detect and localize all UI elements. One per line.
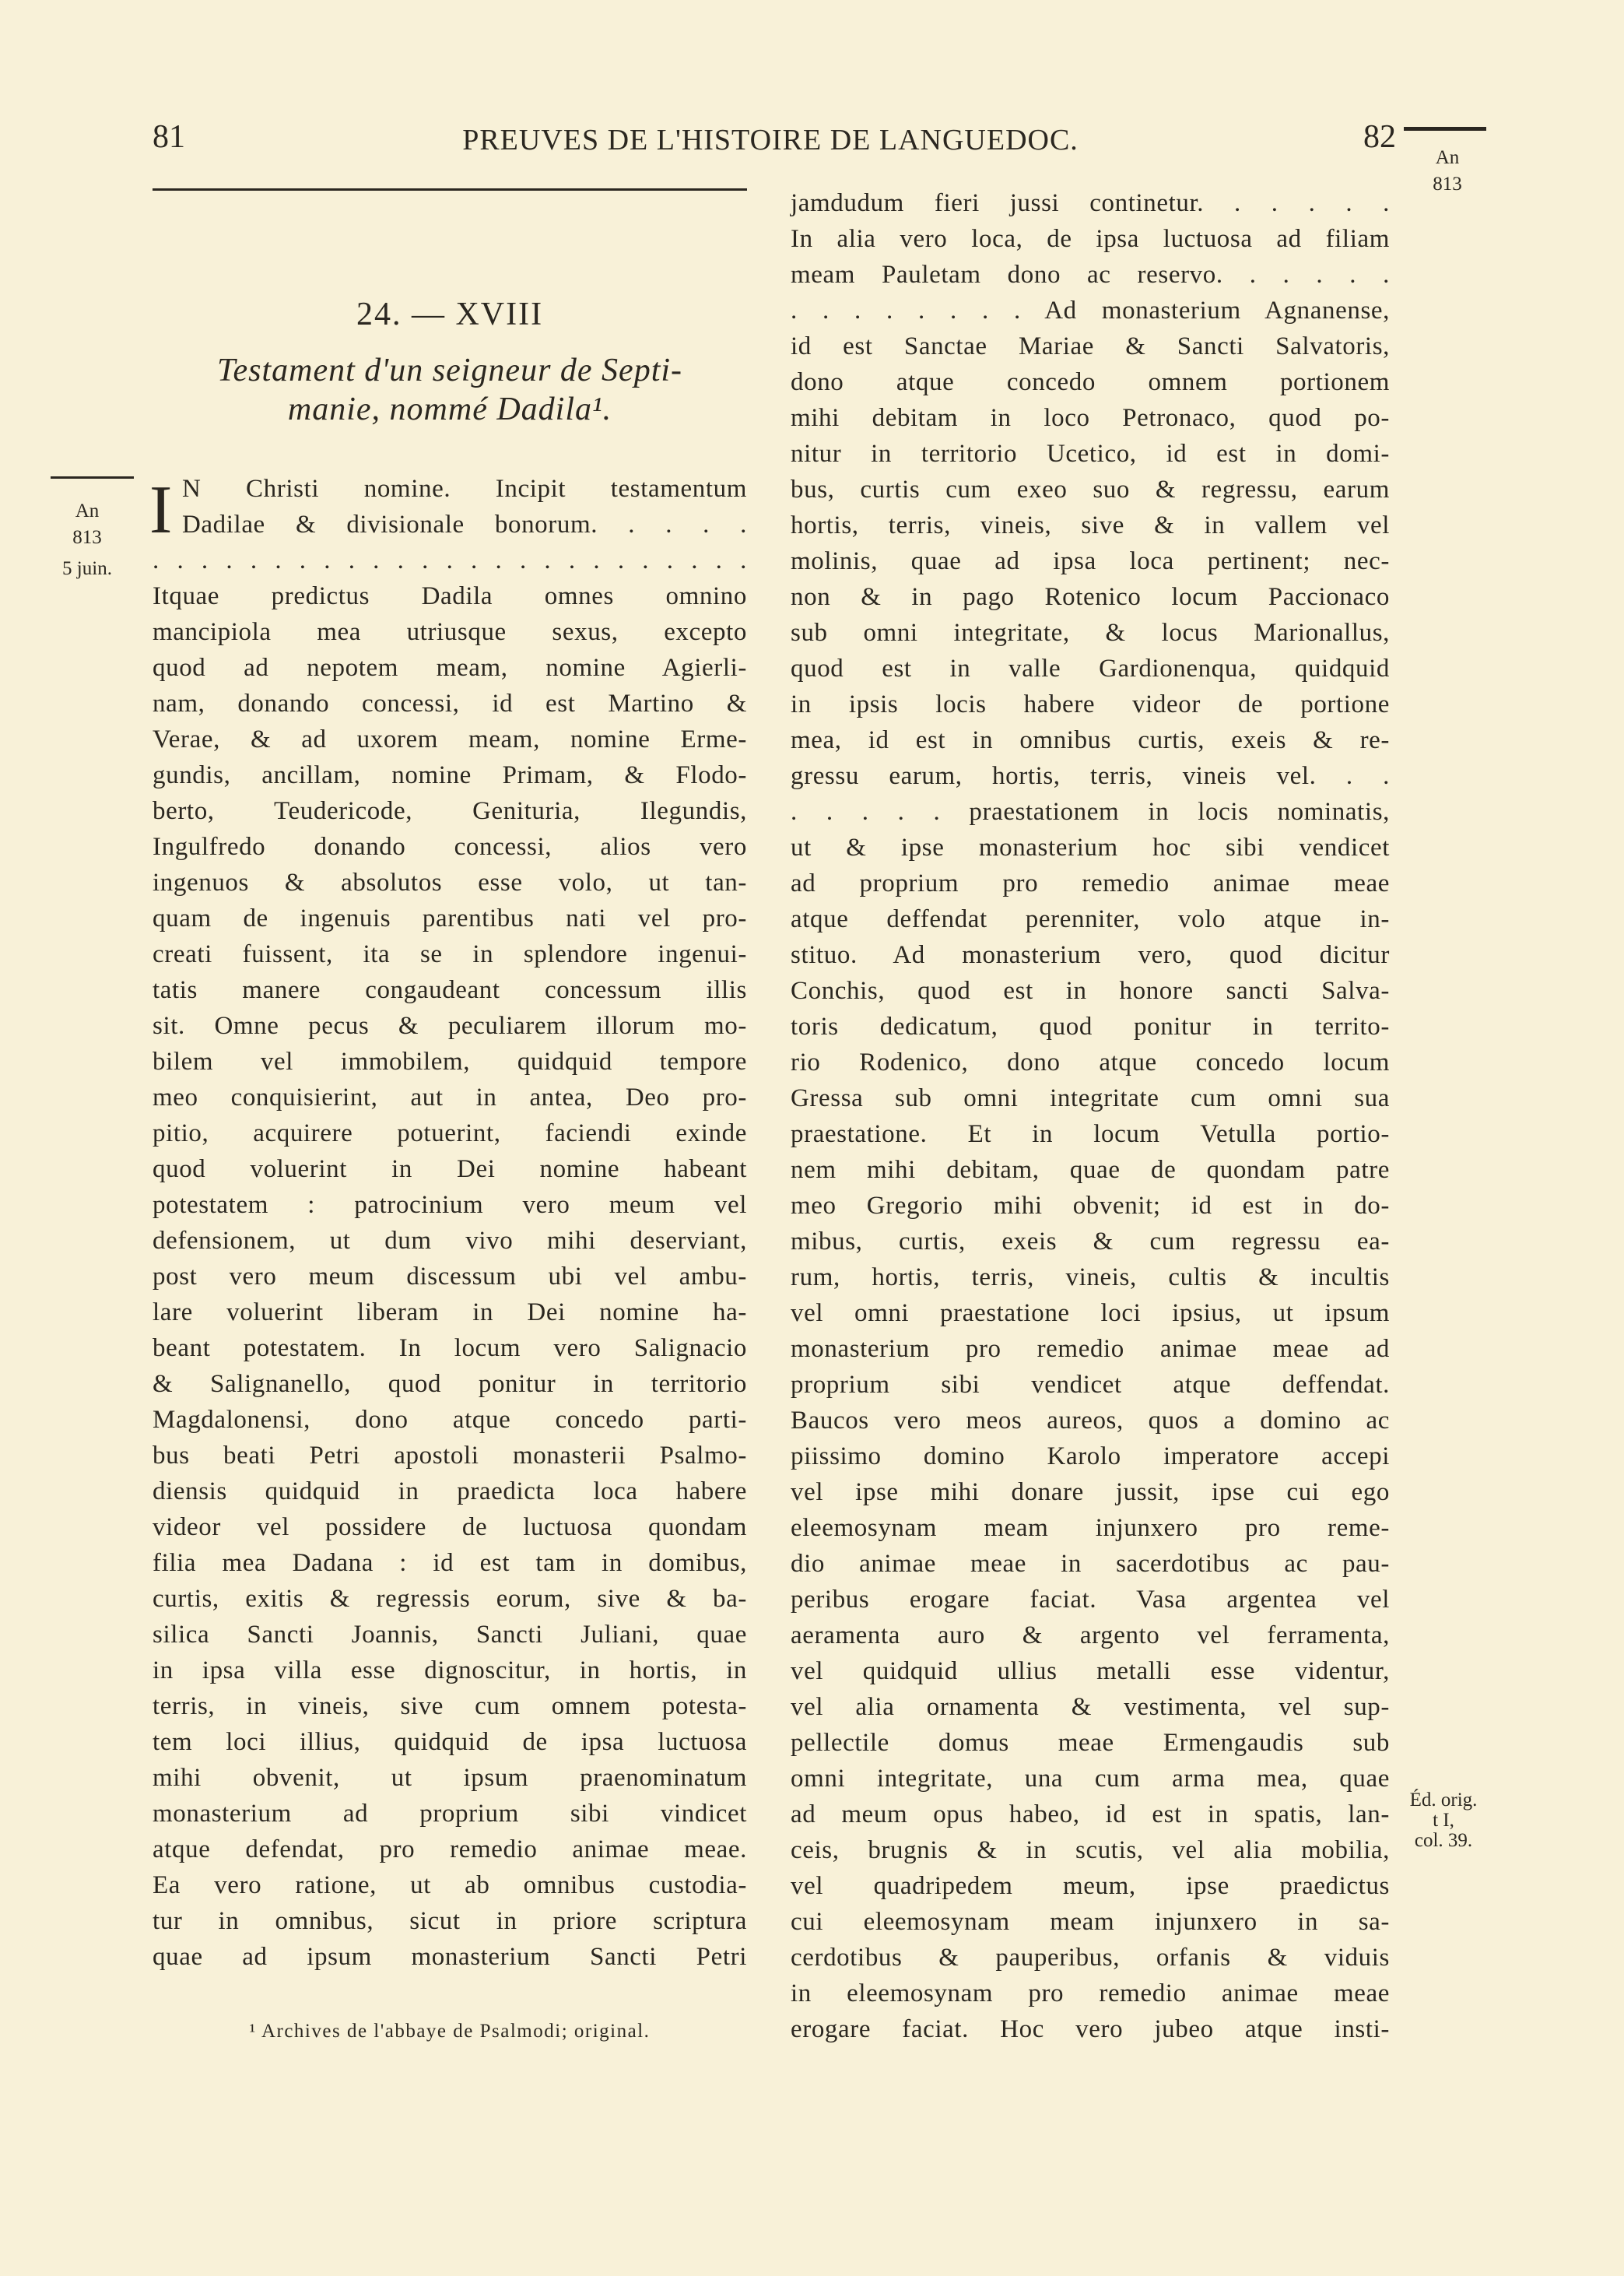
text-line: Ingulfredo donando concessi, alios vero <box>153 833 747 861</box>
running-title: PREUVES DE L'HISTOIRE DE LANGUEDOC. <box>462 124 1079 156</box>
text-line: N Christi nomine. Incipit testamentum <box>182 475 747 503</box>
text-line: gundis, ancillam, nomine Primam, & Flodo- <box>153 761 747 789</box>
margin-edition-note <box>1401 1790 1486 1851</box>
text-line: non & in pago Rotenico locum Paccionaco <box>791 583 1390 611</box>
edition-line-2: t I, <box>1433 1810 1454 1831</box>
text-line: atque defendat, pro remedio animae meae. <box>153 1835 747 1863</box>
text-line: . . . . . . . . . . . . . . . . . . . . . . . . . <box>153 546 747 574</box>
text-line: ad meum opus habeo, id est in spatis, lan- <box>791 1800 1390 1828</box>
margin-year-right <box>1416 145 1478 198</box>
text-line: mancipiola mea utriusque sexus, excepto <box>153 618 747 646</box>
text-line: in ipsa villa esse dignoscitur, in hortis, in <box>153 1656 747 1684</box>
text-line: sub omni integritate, & locus Marionallus, <box>791 619 1390 647</box>
text-line: bus, curtis cum exeo suo & regressu, earum <box>791 476 1390 504</box>
text-line: Verae, & ad uxorem meam, nomine Erme- <box>153 725 747 753</box>
text-line: quae ad ipsum monasterium Sancti Petri <box>153 1943 747 1971</box>
text-line: meo conquisierint, aut in antea, Deo pro- <box>153 1084 747 1112</box>
text-line: omni integritate, una cum arma mea, quae <box>791 1765 1390 1793</box>
header-rule <box>153 188 747 191</box>
text-line: vel quidquid ullius metalli esse videntur, <box>791 1657 1390 1685</box>
text-line: vel alia ornamenta & vestimenta, vel sup- <box>791 1693 1390 1721</box>
text-line: . . . . . . . . Ad monasterium Agnanense, <box>791 297 1390 325</box>
margin-date-left <box>56 498 118 582</box>
text-line: rio Rodenico, dono atque concedo locum <box>791 1048 1390 1077</box>
text-line: quod ad nepotem meam, nomine Agierli- <box>153 654 747 682</box>
text-line: in eleemosynam pro remedio animae meae <box>791 1979 1390 2007</box>
text-line: toris dedicatum, quod ponitur in territo- <box>791 1013 1390 1041</box>
text-line: mihi debitam in loco Petronaco, quod po- <box>791 404 1390 432</box>
text-line: pellectile domus meae Ermengaudis sub <box>791 1729 1390 1757</box>
text-line: beant potestatem. In locum vero Salignacio <box>153 1334 747 1362</box>
text-line: ingenuos & absolutos esse volo, ut tan- <box>153 869 747 897</box>
text-line: lare voluerint liberam in Dei nomine ha- <box>153 1298 747 1326</box>
text-line: dio animae meae in sacerdotibus ac pau- <box>791 1550 1390 1578</box>
text-line: quam de ingenuis parentibus nati vel pro- <box>153 904 747 933</box>
text-line: monasterium ad proprium sibi vindicet <box>153 1800 747 1828</box>
margin-an: An <box>1435 147 1460 168</box>
margin-rule-left <box>51 476 134 479</box>
text-line: Magdalonensi, dono atque concedo parti- <box>153 1406 747 1434</box>
text-line: mea, id est in omnibus curtis, exeis & re- <box>791 726 1390 754</box>
text-line: tem loci illius, quidquid de ipsa luctuosa <box>153 1728 747 1756</box>
text-line: pitio, acquirere potuerint, faciendi exinde <box>153 1119 747 1147</box>
text-line: vel omni praestatione loci ipsius, ut ipsum <box>791 1299 1390 1327</box>
page-number-left: 81 <box>153 119 185 155</box>
text-line: monasterium pro remedio animae meae ad <box>791 1335 1390 1363</box>
text-line: praestatione. Et in locum Vetulla portio- <box>791 1120 1390 1148</box>
left-text-column <box>153 471 747 1975</box>
right-text-column <box>791 185 1390 2047</box>
text-line: jamdudum fieri jussi continetur. . . . . . <box>791 189 1390 217</box>
text-line: tur in omnibus, sicut in priore scriptura <box>153 1907 747 1935</box>
margin-rule-right <box>1404 127 1486 131</box>
text-line: post vero meum discessum ubi vel ambu- <box>153 1263 747 1291</box>
text-line: sit. Omne pecus & peculiarem illorum mo- <box>153 1012 747 1040</box>
text-line: potestatem : patrocinium vero meum vel <box>153 1191 747 1219</box>
margin-year: 813 <box>1433 174 1462 195</box>
text-line: mibus, curtis, exeis & cum regressu ea- <box>791 1228 1390 1256</box>
text-line: Ea vero ratione, ut ab omnibus custodia- <box>153 1871 747 1899</box>
footnote: ¹ Archives de l'abbaye de Psalmodi; original. <box>249 2021 651 2042</box>
text-line: meo Gregorio mihi obvenit; id est in do- <box>791 1192 1390 1220</box>
text-line: curtis, exitis & regressis eorum, sive & ba- <box>153 1585 747 1613</box>
text-line: nem mihi debitam, quae de quondam patre <box>791 1156 1390 1184</box>
text-line: quod voluerint in Dei nomine habeant <box>153 1155 747 1183</box>
text-line: ad proprium pro remedio animae meae <box>791 869 1390 897</box>
text-line: Gressa sub omni integritate cum omni sua <box>791 1084 1390 1112</box>
text-line: erogare faciat. Hoc vero jubeo atque insti- <box>791 2015 1390 2043</box>
margin-date: 5 juin. <box>62 558 112 579</box>
text-line: id est Sanctae Mariae & Sancti Salvatoris, <box>791 332 1390 360</box>
text-line: dono atque concedo omnem portionem <box>791 368 1390 396</box>
text-line: creati fuissent, ita se in splendore ingenui- <box>153 940 747 968</box>
text-line: ut & ipse monasterium hoc sibi vendicet <box>791 834 1390 862</box>
text-line: peribus erogare faciat. Vasa argentea vel <box>791 1586 1390 1614</box>
drop-cap: I <box>149 472 173 548</box>
text-line: meam Pauletam dono ac reservo. . . . . . <box>791 261 1390 289</box>
text-line: ceis, brugnis & in scutis, vel alia mobilia, <box>791 1836 1390 1864</box>
text-line: Conchis, quod est in honore sancti Salva- <box>791 977 1390 1005</box>
text-line: cerdotibus & pauperibus, orfanis & viduis <box>791 1944 1390 1972</box>
text-line: gressu earum, hortis, terris, vineis vel. . . <box>791 762 1390 790</box>
text-line: quod est in valle Gardionenqua, quidquid <box>791 655 1390 683</box>
text-line: Dadilae & divisionale bonorum. . . . . <box>182 511 747 539</box>
text-line: In alia vero loca, de ipsa luctuosa ad filiam <box>791 225 1390 253</box>
text-line: molinis, quae ad ipsa loca pertinent; nec- <box>791 547 1390 575</box>
text-line: piissimo domino Karolo imperatore accepi <box>791 1442 1390 1470</box>
edition-line-1: Éd. orig. <box>1409 1790 1478 1811</box>
page-number-right: 82 <box>1363 119 1396 155</box>
text-line: proprium sibi vendicet atque deffendat. <box>791 1371 1390 1399</box>
text-line: filia mea Dadana : id est tam in domibus, <box>153 1549 747 1577</box>
document-title-line-1: Testament d'un seigneur de Septi- <box>216 353 683 388</box>
edition-line-3: col. 39. <box>1414 1830 1473 1851</box>
text-line: tatis manere congaudeant concessum illis <box>153 976 747 1004</box>
text-line: silica Sancti Joannis, Sancti Juliani, quae <box>153 1621 747 1649</box>
text-line: in ipsis locis habere videor de portione <box>791 690 1390 718</box>
text-line: nam, donando concessi, id est Martino & <box>153 690 747 718</box>
document-number: 24. — XVIII <box>356 297 544 332</box>
text-line: stituo. Ad monasterium vero, quod dicitur <box>791 941 1390 969</box>
text-line: atque deffendat perenniter, volo atque in- <box>791 905 1390 933</box>
text-line: Baucos vero meos aureos, quos a domino ac <box>791 1407 1390 1435</box>
text-line: . . . . . praestationem in locis nominatis, <box>791 798 1390 826</box>
text-line: & Salignanello, quod ponitur in territorio <box>153 1370 747 1398</box>
text-line: mihi obvenit, ut ipsum praenominatum <box>153 1764 747 1792</box>
text-line: vel ipse mihi donare jussit, ipse cui ego <box>791 1478 1390 1506</box>
margin-an: An <box>75 501 100 522</box>
text-line: nitur in territorio Ucetico, id est in domi- <box>791 440 1390 468</box>
text-line: vel quadripedem meum, ipse praedictus <box>791 1872 1390 1900</box>
text-line: berto, Teudericode, Genituria, Ilegundis, <box>153 797 747 825</box>
text-line: bus beati Petri apostoli monasterii Psalmo- <box>153 1442 747 1470</box>
text-line: terris, in vineis, sive cum omnem potesta- <box>153 1692 747 1720</box>
text-line: bilem vel immobilem, quidquid tempore <box>153 1048 747 1076</box>
text-line: diensis quidquid in praedicta loca habere <box>153 1477 747 1505</box>
text-line: rum, hortis, terris, vineis, cultis & incultis <box>791 1263 1390 1291</box>
text-line: eleemosynam meam injunxero pro reme- <box>791 1514 1390 1542</box>
text-line: hortis, terris, vineis, sive & in vallem vel <box>791 511 1390 539</box>
margin-year: 813 <box>72 527 102 548</box>
document-title-line-2: manie, nommé Dadila¹. <box>287 392 612 427</box>
text-line: cui eleemosynam meam injunxero in sa- <box>791 1908 1390 1936</box>
text-line: Itquae predictus Dadila omnes omnino <box>153 582 747 610</box>
text-line: defensionem, ut dum vivo mihi deserviant, <box>153 1227 747 1255</box>
text-line: videor vel possidere de luctuosa quondam <box>153 1513 747 1541</box>
text-line: aeramenta auro & argento vel ferramenta, <box>791 1621 1390 1649</box>
